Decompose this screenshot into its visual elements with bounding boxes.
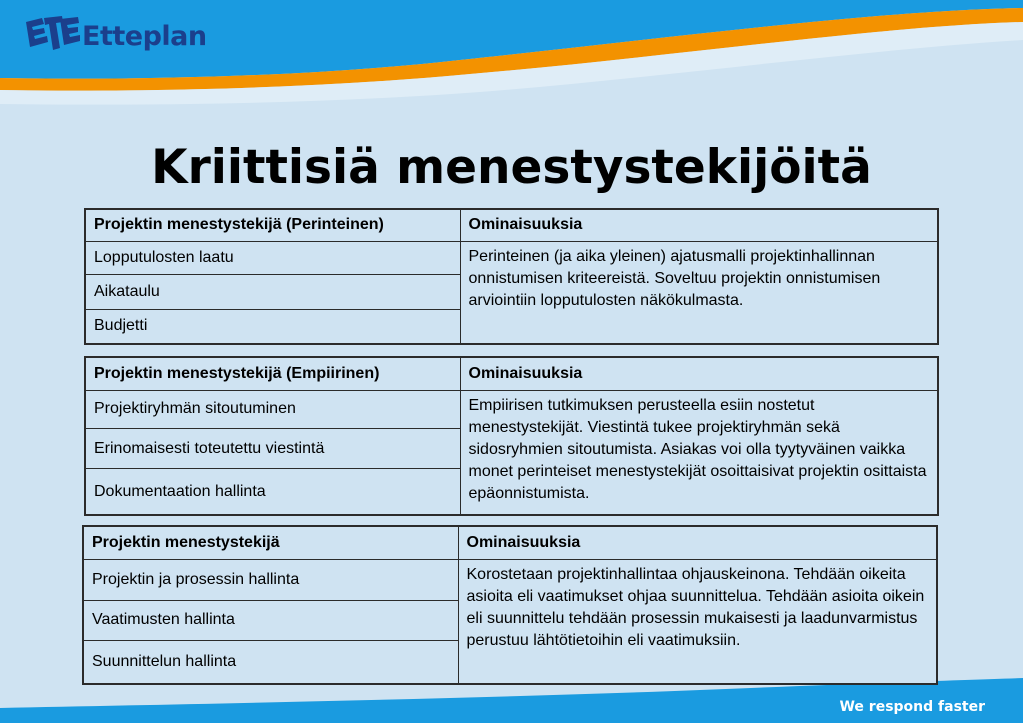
etteplan-logo <box>22 16 207 56</box>
table-header-row <box>85 357 938 390</box>
characteristics-cell: Empiirisen tutkimuksen perusteella esiin nostetut menestystekijät. Viestintä tukee projektiryhmän sekä sidosryhmien sitoutumista. Asiakas voi olla tyytyväinen vaikka monet perinteiset menestystekijät osoittaisivat projektin osittaista epäonnistumista. <box>460 390 938 515</box>
empirical-factors-table <box>84 356 939 516</box>
factor-cell: Projektin ja prosessin hallinta <box>83 559 458 600</box>
factor-cell: Budjetti <box>85 309 460 344</box>
brand-tagline: We respond faster <box>839 699 985 715</box>
table-header-characteristics: Ominaisuuksia <box>460 209 938 241</box>
table-header-row <box>83 526 937 559</box>
page-title: Kriittisiä menestystekijöitä <box>151 140 872 195</box>
table-header-characteristics: Ominaisuuksia <box>460 357 938 390</box>
table-header-characteristics: Ominaisuuksia <box>458 526 937 559</box>
factor-cell: Erinomaisesti toteutettu viestintä <box>85 428 460 468</box>
characteristics-cell: Perinteinen (ja aika yleinen) ajatusmalli projektinhallinnan onnistumisen kriteereistä. Soveltuu projektin onnistumisen arviointiin lopputulosten näkökulmasta. <box>460 241 938 344</box>
factor-cell: Projektiryhmän sitoutuminen <box>85 390 460 428</box>
factor-cell: Vaatimusten hallinta <box>83 600 458 640</box>
table-row <box>85 241 938 274</box>
factor-cell: Aikataulu <box>85 275 460 310</box>
etteplan-logo-icon <box>22 16 80 56</box>
management-factors-table <box>82 525 938 685</box>
traditional-factors-table <box>84 208 939 345</box>
characteristics-cell: Korostetaan projektinhallintaa ohjauskeinona. Tehdään oikeita asioita eli vaatimukset ohjaa suunnittelua. Tehdään asioita oikein eli suunnittelu tehdään prosessin mukaisesti ja laadunvarmistus perustuu lähtötietoihin eli vaatimuksiin. <box>458 559 937 684</box>
table-header-row <box>85 209 938 241</box>
factor-cell: Lopputulosten laatu <box>85 241 460 274</box>
table-header-factor: Projektin menestystekijä <box>83 526 458 559</box>
table-row <box>85 390 938 428</box>
table-row <box>83 559 937 600</box>
brand-name: Etteplan <box>82 20 207 52</box>
table-header-factor: Projektin menestystekijä (Perinteinen) <box>85 209 460 241</box>
factor-cell: Dokumentaation hallinta <box>85 469 460 515</box>
table-header-factor: Projektin menestystekijä (Empiirinen) <box>85 357 460 390</box>
factor-cell: Suunnittelun hallinta <box>83 640 458 684</box>
